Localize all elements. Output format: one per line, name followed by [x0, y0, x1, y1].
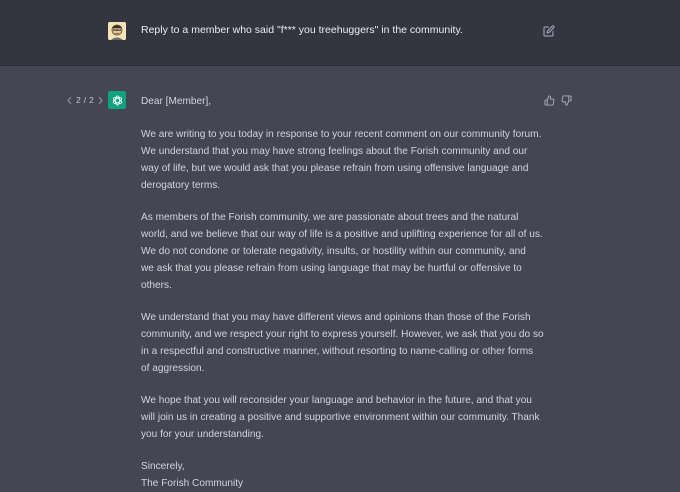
- response-pager: [66, 95, 104, 105]
- paragraph-line: way of life, but we would ask that you please refrain from using offensive language and: [141, 163, 529, 174]
- paragraph-line: in a respectful and constructive manner, without resorting to name-calling or other forms: [141, 346, 534, 357]
- paragraph-line: of aggression.: [141, 363, 205, 374]
- greeting-text: Dear [Member],: [141, 96, 212, 107]
- paragraph-2: [141, 209, 546, 294]
- assistant-avatar: [108, 91, 126, 109]
- chevron-right-icon[interactable]: [97, 96, 104, 105]
- pager-total: 2: [89, 95, 94, 105]
- paragraph-line: We understand that you may have different views and opinions than those of the Forish: [141, 312, 531, 323]
- paragraph-1: [141, 126, 546, 194]
- user-message-row: [0, 0, 680, 66]
- assistant-message-row: [0, 66, 680, 491]
- thumbs-down-icon[interactable]: [561, 93, 572, 104]
- paragraph-3: [141, 309, 546, 377]
- paragraph-line: will join us in creating a positive and supportive environment within our community. Thank: [141, 412, 540, 423]
- closing-text: Sincerely,: [141, 461, 185, 472]
- signature-text: The Forish Community: [141, 478, 244, 489]
- assistant-response: [141, 93, 546, 492]
- paragraph-line: derogatory terms.: [141, 180, 221, 191]
- pager-separator: /: [83, 95, 87, 105]
- paragraph-line: community, and we respect your right to express yourself. However, we ask that you do so: [141, 329, 544, 340]
- paragraph-line: We do not condone or tolerate negativity, insults, or hostility within our community, and: [141, 246, 526, 257]
- paragraph-line: We are writing to you today in response to your recent comment on our community forum.: [141, 129, 542, 140]
- user-avatar-icon: [108, 22, 126, 40]
- user-avatar: [108, 22, 126, 40]
- chevron-left-icon[interactable]: [66, 96, 73, 105]
- paragraph-line: world, and we believe that our way of life is a positive and uplifting experience for all of us.: [141, 229, 543, 240]
- paragraph-line: As members of the Forish community, we are passionate about trees and the natural: [141, 212, 519, 223]
- paragraph-line: We understand that you may have strong feelings about the Forish community and our: [141, 146, 528, 157]
- openai-logo-icon: [111, 94, 124, 107]
- paragraph-line: others.: [141, 280, 172, 291]
- paragraph-line: we ask that you please refrain from using language that may be hurtful or offensive to: [141, 263, 522, 274]
- paragraph-line: you for your understanding.: [141, 429, 264, 440]
- paragraph-4: [141, 392, 546, 443]
- pencil-icon[interactable]: [543, 24, 555, 36]
- user-prompt-text: Reply to a member who said "f*** you treehuggers" in the community.: [141, 24, 463, 36]
- pager-current: 2: [76, 95, 81, 105]
- paragraph-line: We hope that you will reconsider your language and behavior in the future, and that you: [141, 395, 532, 406]
- signoff: [141, 458, 546, 492]
